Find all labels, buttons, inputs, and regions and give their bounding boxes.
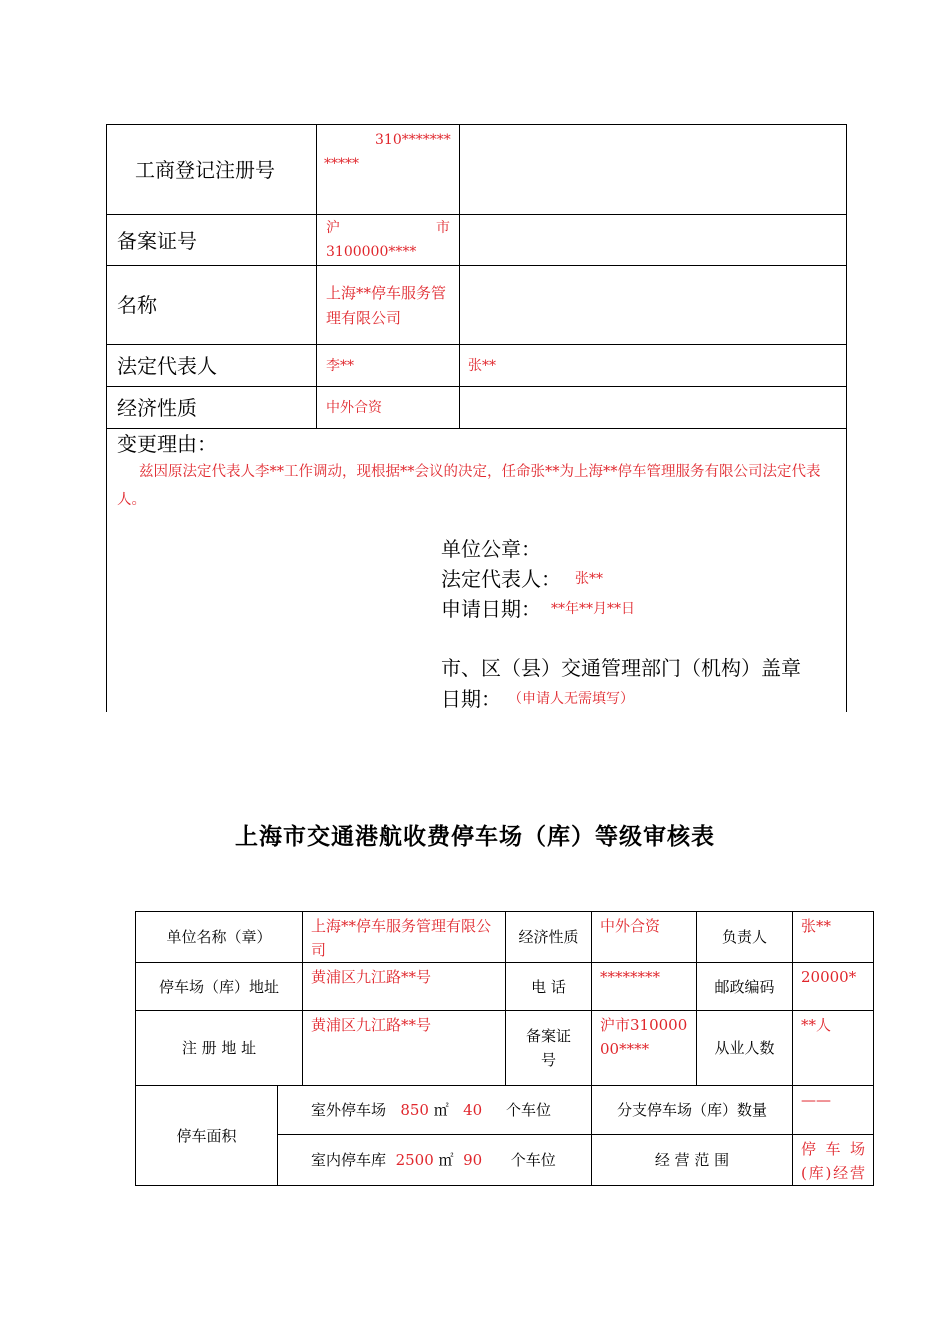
- form1-row-divider: [106, 428, 847, 429]
- branch-value: ——: [793, 1086, 874, 1135]
- manager-value: 张**: [793, 912, 874, 963]
- reg-address-value: 黄浦区九江路**号: [303, 1011, 506, 1086]
- record-number-old-suffix: 3100000****: [326, 244, 417, 260]
- postcode-value: 20000*: [793, 963, 874, 1011]
- unit-name-value: 上海**停车服务管理有限公司: [303, 912, 506, 963]
- sign-legal-rep-value: 张**: [575, 571, 603, 587]
- outdoor-unit: ㎡: [433, 1101, 449, 1119]
- change-reason-label: 变更理由：: [117, 432, 217, 456]
- record-value: 沪市31000000****: [592, 1011, 697, 1086]
- address-value: 黄浦区九江路**号: [303, 963, 506, 1011]
- econ-value: 中外合资: [592, 912, 697, 963]
- phone-label: 电 话: [506, 963, 592, 1011]
- apply-date-label: 申请日期：: [441, 597, 541, 621]
- form1-left-border: [106, 124, 107, 712]
- scope-label: 经 营 范 围: [592, 1135, 793, 1186]
- outdoor-area: 850: [400, 1101, 429, 1119]
- authority-date-label: 日期：: [441, 687, 501, 711]
- indoor-label: 室内停车库: [311, 1151, 387, 1169]
- address-label: 停车场（库）地址: [136, 963, 303, 1011]
- indoor-unit: ㎡: [438, 1151, 454, 1169]
- review-form-title: 上海市交通港航收费停车场（库）等级审核表: [235, 823, 715, 850]
- name-old-value: 上海**停车服务管理有限公司: [326, 284, 447, 327]
- reg-number-label: 工商登记注册号: [135, 158, 275, 182]
- form1-top-border: [106, 124, 847, 125]
- legal-rep-new-value: 张**: [468, 358, 496, 374]
- scope-value: 停车场(库)经营: [793, 1135, 874, 1186]
- form1-col-divider-2: [459, 124, 460, 429]
- form1-row-divider: [106, 214, 847, 215]
- postcode-label: 邮政编码: [697, 963, 793, 1011]
- indoor-spaces: 90: [463, 1151, 483, 1169]
- record-number-old-mid: 市: [436, 220, 450, 236]
- area-label: 停车面积: [136, 1086, 278, 1186]
- outdoor-spaces: 40: [463, 1101, 483, 1119]
- table-row: [136, 963, 874, 1011]
- change-reason-text: 兹因原法定代表人李**工作调动，现根据**会议的决定，任命张**为上海**停车管理服务有限公司法定代表人。: [117, 464, 821, 508]
- record-label: 备案证号: [506, 1011, 592, 1086]
- unit-seal-label: 单位公章：: [441, 537, 541, 561]
- reg-number-old-value: 310************: [324, 132, 451, 172]
- outdoor-label: 室外停车场: [311, 1101, 387, 1119]
- authority-seal-label: 市、区（县）交通管理部门（机构）盖章: [441, 656, 801, 680]
- apply-date-value: **年**月**日: [551, 601, 635, 617]
- staff-label: 从业人数: [697, 1011, 793, 1086]
- manager-label: 负责人: [697, 912, 793, 963]
- form1-right-border: [846, 124, 847, 712]
- econ-nature-old-value: 中外合资: [326, 400, 382, 416]
- record-number-label: 备案证号: [117, 229, 197, 253]
- name-label: 名称: [117, 293, 157, 317]
- record-number-old-prefix: 沪: [326, 220, 340, 236]
- indoor-area: 2500: [395, 1151, 434, 1169]
- econ-nature-label: 经济性质: [117, 396, 197, 420]
- phone-value: ********: [592, 963, 697, 1011]
- form1-row-divider: [106, 386, 847, 387]
- indoor-spaces-unit: 个车位: [510, 1151, 556, 1169]
- legal-rep-label: 法定代表人: [117, 354, 217, 378]
- form1-col-divider-1: [316, 124, 317, 429]
- form1-row-divider: [106, 344, 847, 345]
- unit-name-label: 单位名称（章）: [136, 912, 303, 963]
- sign-legal-rep-label: 法定代表人：: [441, 567, 561, 591]
- staff-value: **人: [793, 1011, 874, 1086]
- outdoor-spaces-unit: 个车位: [506, 1101, 552, 1119]
- legal-rep-old-value: 李**: [326, 358, 354, 374]
- branch-label: 分支停车场（库）数量: [592, 1086, 793, 1135]
- table-row: [136, 912, 874, 963]
- table-row: [136, 1011, 874, 1086]
- reg-address-label: 注 册 地 址: [136, 1011, 303, 1086]
- table-row: [136, 1086, 874, 1135]
- authority-date-value: （申请人无需填写）: [508, 691, 634, 707]
- review-form-table: [135, 911, 874, 1186]
- indoor-cell: [278, 1135, 592, 1186]
- form1-row-divider: [106, 265, 847, 266]
- econ-label: 经济性质: [506, 912, 592, 963]
- outdoor-cell: [278, 1086, 592, 1135]
